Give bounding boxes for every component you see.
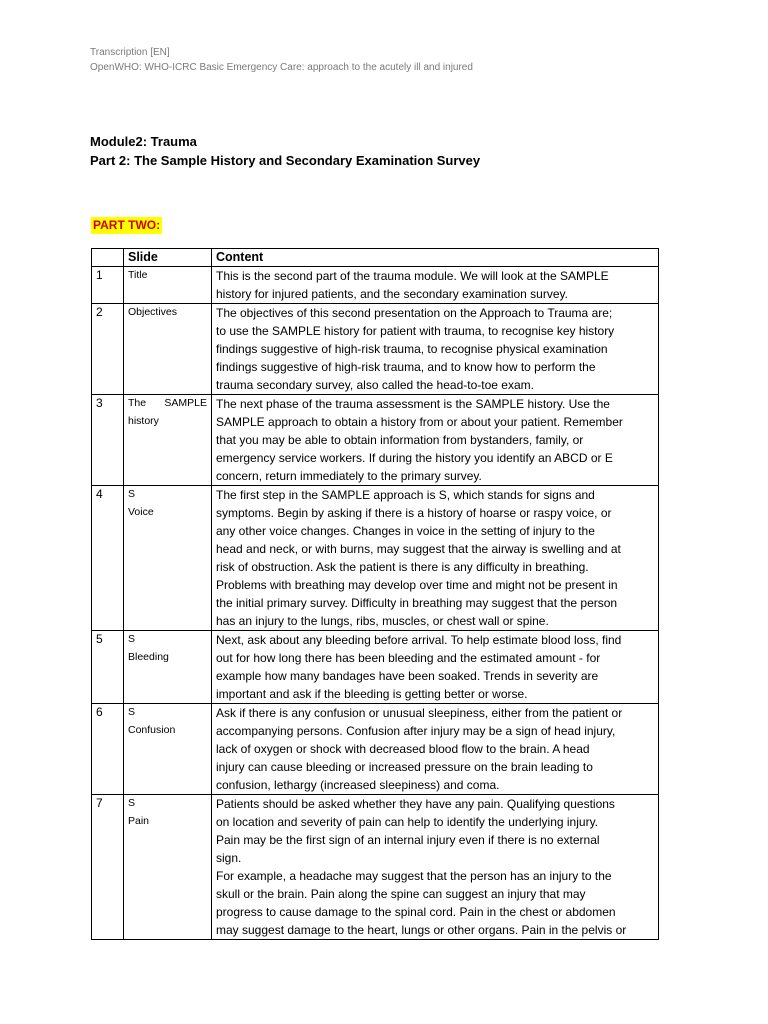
slide-name (124, 631, 212, 704)
content-line: SAMPLE approach to obtain a history from or about your patient. Remember (216, 415, 623, 429)
content-line: important and ask if the bleeding is getting better or worse. (216, 687, 528, 701)
module-title: Module2: Trauma (90, 134, 197, 149)
content-line: any other voice changes. Changes in voice in the setting of injury to the (216, 524, 595, 538)
header-cell-number (92, 249, 124, 267)
content-line: Next, ask about any bleeding before arrival. To help estimate blood loss, find (216, 633, 622, 647)
row-number: 4 (92, 486, 124, 631)
content-line: out for how long there has been bleeding and the estimated amount - for (216, 651, 601, 665)
slide-content (212, 795, 659, 940)
content-line: has an injury to the lungs, ribs, muscles, or chest wall or spine. (216, 614, 549, 628)
content-line: Problems with breathing may develop over time and might not be present in (216, 578, 618, 592)
content-line: findings suggestive of high-risk trauma, and to know how to perform the (216, 360, 596, 374)
content-line: symptoms. Begin by asking if there is a history of hoarse or raspy voice, or (216, 506, 612, 520)
table-row (92, 486, 659, 631)
content-line: The first step in the SAMPLE approach is S, which stands for signs and (216, 488, 595, 502)
table-header-row (92, 249, 659, 267)
header-line-course: OpenWHO: WHO-ICRC Basic Emergency Care: approach to the acutely ill and injured (90, 62, 473, 73)
document-header (90, 45, 473, 75)
slide-name-line: S (128, 797, 136, 809)
slide-content (212, 631, 659, 704)
content-line: This is the second part of the trauma module. We will look at the SAMPLE (216, 269, 609, 283)
slide-name-line: Pain (128, 814, 150, 827)
row-number: 3 (92, 395, 124, 486)
header-line-transcription: Transcription [EN] (90, 47, 170, 58)
slide-name (124, 795, 212, 940)
table-body (92, 267, 659, 940)
content-line: to use the SAMPLE history for patient with trauma, to recognise key history (216, 324, 615, 338)
content-line: that you may be able to obtain information from bystanders, family, or (216, 433, 584, 447)
slide-name-line: Bleeding (128, 650, 169, 663)
content-line: findings suggestive of high-risk trauma, to recognise physical examination (216, 342, 608, 356)
slide-content (212, 486, 659, 631)
table-row (92, 304, 659, 395)
slide-name-line: Objectives (128, 306, 178, 318)
slide-content (212, 267, 659, 304)
content-line: The objectives of this second presentation on the Approach to Trauma are; (216, 306, 613, 320)
slide-name-line: history (128, 414, 159, 427)
content-line: accompanying persons. Confusion after injury may be a sign of head injury, (216, 724, 616, 738)
content-line: head and neck, or with burns, may suggest that the airway is swelling and at (216, 542, 621, 556)
slide-content (212, 395, 659, 486)
content-line: the initial primary survey. Difficulty in breathing may suggest that the person (216, 596, 618, 610)
row-number: 5 (92, 631, 124, 704)
content-line: The next phase of the trauma assessment is the SAMPLE history. Use the (216, 397, 610, 411)
row-number: 7 (92, 795, 124, 940)
table-row (92, 267, 659, 304)
slide-name-line: S (128, 706, 136, 718)
slide-name-line: S (128, 633, 136, 645)
slide-name (124, 395, 212, 486)
content-line: Ask if there is any confusion or unusual sleepiness, either from the patient or (216, 706, 623, 720)
content-line: concern, return immediately to the primary survey. (216, 469, 482, 483)
content-line: lack of oxygen or shock with decreased blood flow to the brain. A head (216, 742, 590, 756)
slide-name (124, 304, 212, 395)
row-number: 2 (92, 304, 124, 395)
document-titles (90, 132, 480, 170)
content-line: example how many bandages have been soaked. Trends in severity are (216, 669, 599, 683)
slide-name (124, 267, 212, 304)
row-number: 1 (92, 267, 124, 304)
content-line: For example, a headache may suggest that the person has an injury to the (216, 869, 612, 883)
slide-name-line: Voice (128, 505, 154, 518)
slide-name-line: Confusion (128, 723, 176, 736)
slide-content (212, 304, 659, 395)
part-title: Part 2: The Sample History and Secondary Examination Survey (90, 153, 481, 168)
content-line: trauma secondary survey, also called the head-to-toe exam. (216, 378, 534, 392)
header-cell-content: Content (212, 249, 659, 267)
part-label-highlight: PART TWO: (93, 218, 161, 232)
content-line: confusion, lethargy (increased sleepiness) and coma. (216, 778, 500, 792)
table-row (92, 795, 659, 940)
slide-name-line: The SAMPLE (128, 397, 207, 409)
table-row (92, 704, 659, 795)
content-line: injury can cause bleeding or increased pressure on the brain leading to (216, 760, 593, 774)
content-line: Pain may be the first sign of an internal injury even if there is no external (216, 833, 600, 847)
content-line: Patients should be asked whether they have any pain. Qualifying questions (216, 797, 615, 811)
content-line: sign. (216, 851, 242, 865)
slide-name (124, 704, 212, 795)
content-line: risk of obstruction. Ask the patient is there is any difficulty in breathing. (216, 560, 589, 574)
content-line: emergency service workers. If during the history you identify an ABCD or E (216, 451, 613, 465)
table-row (92, 631, 659, 704)
row-number: 6 (92, 704, 124, 795)
slide-name (124, 486, 212, 631)
table-row (92, 395, 659, 486)
slides-table (91, 248, 659, 940)
content-line: skull or the brain. Pain along the spine can suggest an injury that may (216, 887, 586, 901)
content-line: history for injured patients, and the secondary examination survey. (216, 287, 568, 301)
header-cell-slide: Slide (124, 249, 212, 267)
slide-name-line: Title (128, 269, 148, 281)
slide-content (212, 704, 659, 795)
slide-name-line: S (128, 488, 136, 500)
content-line: may suggest damage to the heart, lungs or other organs. Pain in the pelvis or (216, 923, 627, 937)
content-line: progress to cause damage to the spinal cord. Pain in the chest or abdomen (216, 905, 616, 919)
content-line: on location and severity of pain can help to identify the underlying injury. (216, 815, 599, 829)
